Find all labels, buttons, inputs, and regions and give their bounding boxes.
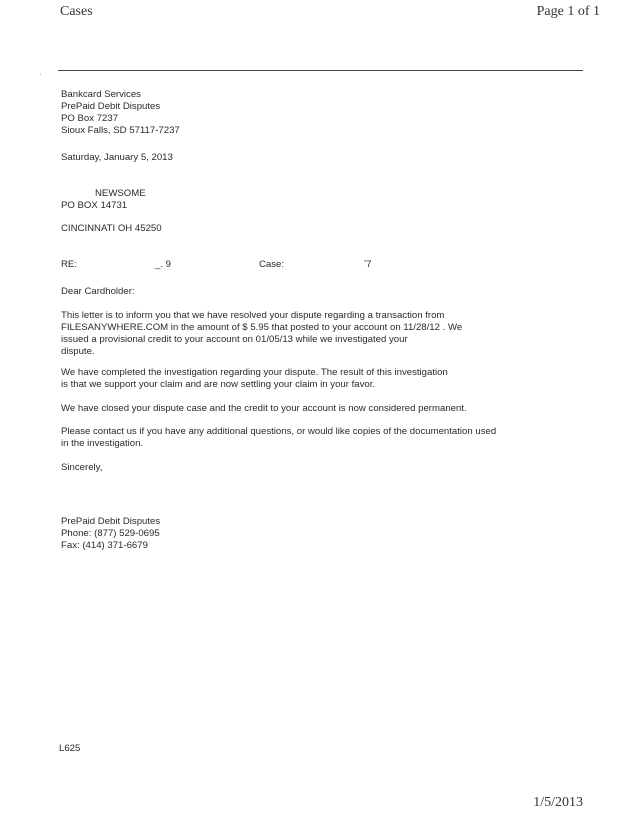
closing: Sincerely, <box>61 462 103 473</box>
case-label: Case: <box>259 259 285 270</box>
header-divider <box>58 70 583 71</box>
page-number: Page 1 of 1 <box>536 4 600 19</box>
signature-phone: Phone: (877) 529-0695 <box>61 528 160 539</box>
scan-speck: ' <box>40 72 42 81</box>
sender-line: PrePaid Debit Disputes <box>61 101 161 112</box>
paragraph-line: FILESANYWHERE.COM in the amount of $ 5.95 that posted to your account on 11/28/12 . We <box>61 322 463 333</box>
form-code: L625 <box>59 743 81 754</box>
signature-line: PrePaid Debit Disputes <box>61 516 161 527</box>
paragraph-line: Please contact us if you have any additional questions, or would like copies of the documentation used <box>61 426 497 437</box>
sender-line: PO Box 7237 <box>61 113 119 124</box>
footer-date: 1/5/2013 <box>533 795 583 810</box>
paragraph-line: is that we support your claim and are now settling your claim in your favor. <box>61 379 376 390</box>
paragraph-line: dispute. <box>61 346 95 357</box>
paragraph-line: in the investigation. <box>61 438 144 449</box>
letter-date: Saturday, January 5, 2013 <box>61 152 173 163</box>
sender-line: Bankcard Services <box>61 89 141 100</box>
case-value: ʼ7 <box>364 259 372 270</box>
re-value: _. 9 <box>155 259 172 270</box>
recipient-name: NEWSOME <box>95 188 146 199</box>
salutation: Dear Cardholder: <box>61 286 135 297</box>
sender-line: Sioux Falls, SD 57117-7237 <box>61 125 180 136</box>
re-label: RE: <box>61 259 77 270</box>
signature-fax: Fax: (414) 371-6679 <box>61 540 148 551</box>
recipient-city: CINCINNATI OH 45250 <box>61 223 162 234</box>
recipient-po-box: PO BOX 14731 <box>61 200 128 211</box>
paragraph-line: We have completed the investigation regarding your dispute. The result of this investigation <box>61 367 448 378</box>
paragraph-line: This letter is to inform you that we have resolved your dispute regarding a transaction from <box>61 310 445 321</box>
paragraph-line: We have closed your dispute case and the credit to your account is now considered permanent. <box>61 403 467 414</box>
header-title: Cases <box>60 4 93 19</box>
paragraph-line: issued a provisional credit to your account on 01/05/13 while we investigated your <box>61 334 408 345</box>
